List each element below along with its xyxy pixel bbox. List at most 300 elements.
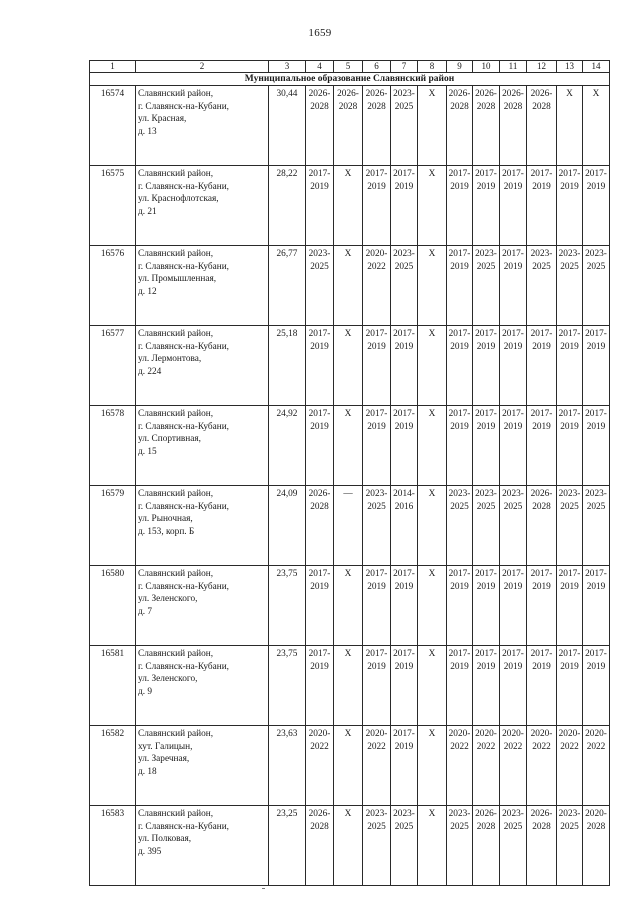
column-number-row [90, 61, 610, 73]
record-number: 16583 [90, 806, 136, 886]
period-text: X [344, 249, 352, 259]
period-cell [500, 566, 527, 646]
period-text: X [428, 649, 436, 659]
address-line: Славянский район, [138, 169, 214, 179]
period-text: 2017- [448, 409, 471, 419]
period-text: 2017- [475, 169, 497, 179]
period-cell [418, 246, 447, 326]
period-cell [527, 246, 557, 326]
period-text: 2017- [530, 569, 553, 579]
period-text: 2023- [558, 489, 581, 499]
period-text: 2017- [393, 169, 415, 179]
period-text: 2019 [310, 581, 329, 592]
period-text: 2017- [448, 329, 471, 339]
period-text: 2019 [450, 421, 469, 432]
address-line: д. 13 [138, 126, 157, 137]
period-cell [527, 566, 557, 646]
period-text: 2019 [476, 581, 496, 592]
area-cell: 24,92 [269, 406, 306, 486]
address-line: ул. Зеленского, [138, 594, 198, 605]
period-text: 2019 [503, 341, 523, 352]
period-text: 2017- [475, 649, 497, 659]
period-text: 2017- [365, 409, 388, 419]
address-line: Славянский район, [138, 569, 214, 579]
period-cell [557, 726, 583, 806]
period-text: 2019 [367, 661, 386, 672]
period-cell [557, 86, 583, 166]
period-text: 2025 [560, 821, 579, 832]
period-text: 2017- [393, 649, 415, 659]
address-line: д. 7 [138, 606, 153, 617]
period-text: 2025 [503, 501, 523, 512]
period-text: 2025 [450, 501, 469, 512]
record-number: 16582 [90, 726, 136, 806]
period-cell [363, 646, 391, 726]
period-cell [363, 806, 391, 886]
period-text: 2019 [450, 661, 469, 672]
period-text: 2023- [393, 809, 415, 819]
table-row [90, 86, 610, 166]
period-text: 2017- [530, 329, 553, 339]
period-text: 2020- [365, 249, 388, 259]
address-cell [136, 646, 269, 726]
period-text: 2017- [393, 729, 415, 739]
period-cell [583, 86, 610, 166]
period-cell [583, 486, 610, 566]
address-cell [136, 166, 269, 246]
period-cell [473, 646, 500, 726]
period-cell [334, 486, 363, 566]
table-row [90, 166, 610, 246]
column-number: 14 [583, 61, 610, 73]
table-row [90, 646, 610, 726]
address-line: д. 15 [138, 446, 157, 457]
period-cell [418, 726, 447, 806]
period-text: 2019 [367, 181, 386, 192]
address-line: д. 9 [138, 686, 153, 697]
period-text: 2022 [310, 741, 329, 752]
period-text: 2020- [502, 729, 524, 739]
address-line: ул. Спортивная, [138, 434, 202, 445]
address-line: г. Славянск-на-Кубани, [138, 581, 229, 592]
area-cell: 30,44 [269, 86, 306, 166]
period-text: X [344, 569, 352, 579]
period-text: 2019 [532, 341, 551, 352]
period-cell [500, 486, 527, 566]
period-text: 2017- [308, 409, 331, 419]
period-cell [334, 86, 363, 166]
period-text: 2022 [450, 741, 469, 752]
address-line: Славянский район, [138, 409, 214, 419]
address-line: г. Славянск-на-Кубани, [138, 341, 229, 352]
period-cell [473, 246, 500, 326]
period-text: 2023- [475, 249, 497, 259]
period-text: X [428, 329, 436, 339]
period-text: 2025 [394, 101, 414, 112]
period-text: 2028 [367, 101, 386, 112]
period-cell [500, 86, 527, 166]
period-cell [473, 726, 500, 806]
period-text: 2026- [308, 809, 331, 819]
area-cell: 28,22 [269, 166, 306, 246]
period-text: 2017- [502, 569, 524, 579]
period-text: 2028 [450, 101, 469, 112]
period-cell [363, 246, 391, 326]
address-line: г. Славянск-на-Кубани, [138, 661, 229, 672]
period-text: 2017- [365, 329, 388, 339]
address-line: д. 18 [138, 766, 157, 777]
column-number: 13 [557, 61, 583, 73]
period-cell [500, 646, 527, 726]
period-text: 2017- [448, 169, 471, 179]
period-cell [363, 86, 391, 166]
period-cell [363, 486, 391, 566]
period-cell [418, 806, 447, 886]
period-text: 2025 [586, 261, 606, 272]
period-text: 2019 [450, 261, 469, 272]
period-text: X [344, 329, 352, 339]
period-text: 2023- [393, 89, 415, 99]
period-text: 2026- [308, 89, 331, 99]
period-cell [391, 566, 418, 646]
period-text: 2028 [338, 101, 358, 112]
period-cell [527, 166, 557, 246]
period-cell [557, 246, 583, 326]
period-text: 2023- [365, 489, 388, 499]
period-text: 2026- [530, 809, 553, 819]
period-text: 2019 [503, 261, 523, 272]
period-text: 2017- [393, 329, 415, 339]
address-line: Славянский район, [138, 729, 214, 739]
period-text: 2022 [367, 261, 386, 272]
period-text: 2025 [367, 821, 386, 832]
period-text: 2019 [503, 661, 523, 672]
period-cell [418, 646, 447, 726]
period-cell [391, 326, 418, 406]
period-cell [447, 646, 473, 726]
period-text: 2023- [308, 249, 331, 259]
period-cell [447, 726, 473, 806]
period-cell [557, 806, 583, 886]
column-number: 9 [447, 61, 473, 73]
period-text: 2022 [367, 741, 386, 752]
period-text: 2017- [558, 409, 581, 419]
period-cell [391, 166, 418, 246]
period-cell [583, 406, 610, 486]
period-cell [391, 406, 418, 486]
column-number: 6 [363, 61, 391, 73]
period-cell [306, 566, 334, 646]
period-text: 2019 [476, 661, 496, 672]
period-cell [557, 326, 583, 406]
period-text: 2017- [558, 329, 581, 339]
period-text: 2020- [530, 729, 553, 739]
table-row [90, 566, 610, 646]
address-line: ул. Заречная, [138, 754, 190, 765]
period-text: X [428, 249, 436, 259]
period-cell [418, 406, 447, 486]
period-cell [583, 566, 610, 646]
period-cell [418, 566, 447, 646]
period-cell [557, 486, 583, 566]
period-text: 2019 [450, 581, 469, 592]
address-cell [136, 406, 269, 486]
period-text: 2019 [503, 581, 523, 592]
table-row [90, 326, 610, 406]
period-text: 2019 [394, 741, 414, 752]
period-text: 2019 [367, 341, 386, 352]
period-text: 2020- [308, 729, 331, 739]
period-cell [391, 86, 418, 166]
period-text: 2017- [585, 329, 607, 339]
period-cell [306, 326, 334, 406]
period-text: 2017- [448, 649, 471, 659]
address-cell [136, 246, 269, 326]
period-cell [391, 246, 418, 326]
period-text: 2023- [558, 809, 581, 819]
period-text: 2019 [503, 181, 523, 192]
address-line: хут. Галицын, [138, 741, 193, 752]
period-text: 2020- [585, 809, 607, 819]
period-text: X [344, 409, 352, 419]
period-cell [447, 406, 473, 486]
period-text: 2028 [476, 821, 496, 832]
address-cell [136, 566, 269, 646]
period-cell [447, 166, 473, 246]
address-line: Славянский район, [138, 649, 214, 659]
period-cell [527, 86, 557, 166]
period-text: 2019 [532, 181, 551, 192]
period-text: 2014- [393, 489, 415, 499]
period-text: 2017- [308, 329, 331, 339]
period-cell [500, 806, 527, 886]
period-cell [363, 326, 391, 406]
address-line: д. 21 [138, 206, 157, 217]
period-text: 2020- [365, 729, 388, 739]
record-number: 16577 [90, 326, 136, 406]
period-text: 2019 [560, 341, 579, 352]
table-row [90, 486, 610, 566]
period-cell [363, 726, 391, 806]
period-text: X [344, 169, 352, 179]
area-cell: 26,77 [269, 246, 306, 326]
period-text: 2017- [393, 569, 415, 579]
period-cell [363, 566, 391, 646]
period-text: 2023- [585, 489, 607, 499]
period-text: 2019 [310, 661, 329, 672]
period-text: 2017- [530, 649, 553, 659]
period-cell [306, 726, 334, 806]
period-text: 2026- [308, 489, 331, 499]
period-text: X [428, 409, 436, 419]
period-text: 2020- [448, 729, 471, 739]
period-text: 2028 [532, 821, 551, 832]
period-text: 2017- [502, 329, 524, 339]
period-cell [473, 406, 500, 486]
period-text: 2019 [367, 581, 386, 592]
address-cell [136, 486, 269, 566]
table-row [90, 246, 610, 326]
table-row [90, 726, 610, 806]
period-text: 2017- [585, 169, 607, 179]
period-text: 2023- [585, 249, 607, 259]
period-text: 2019 [394, 341, 414, 352]
period-text: 2017- [448, 249, 471, 259]
period-text: 2025 [476, 501, 496, 512]
period-text: 2017- [558, 169, 581, 179]
period-cell [306, 86, 334, 166]
column-number: 10 [473, 61, 500, 73]
period-cell [447, 486, 473, 566]
column-number: 2 [136, 61, 269, 73]
period-text: 2016 [394, 501, 414, 512]
area-cell: 23,75 [269, 566, 306, 646]
period-text: 2026- [530, 489, 553, 499]
period-text: 2028 [476, 101, 496, 112]
period-cell [473, 806, 500, 886]
period-cell [418, 486, 447, 566]
period-text: 2025 [394, 821, 414, 832]
period-cell [306, 246, 334, 326]
period-text: X [592, 89, 600, 99]
period-cell [500, 166, 527, 246]
period-text: X [428, 89, 436, 99]
period-cell [557, 406, 583, 486]
period-cell [500, 246, 527, 326]
area-cell: 25,18 [269, 326, 306, 406]
page-number: 1659 [308, 27, 332, 39]
column-number: 12 [527, 61, 557, 73]
period-text: 2023- [365, 809, 388, 819]
registry-table [89, 60, 610, 886]
period-cell [391, 486, 418, 566]
period-text: X [344, 649, 352, 659]
period-cell [306, 166, 334, 246]
period-text: X [344, 809, 352, 819]
period-text: 2020- [558, 729, 581, 739]
period-cell [334, 646, 363, 726]
area-cell: 24,09 [269, 486, 306, 566]
period-text: 2026- [448, 89, 471, 99]
period-text: 2023- [558, 249, 581, 259]
section-row [90, 73, 610, 86]
period-text: 2026- [475, 809, 497, 819]
period-text: 2025 [367, 501, 386, 512]
period-text: 2025 [476, 261, 496, 272]
period-cell [473, 486, 500, 566]
period-cell [473, 566, 500, 646]
period-text: 2019 [503, 421, 523, 432]
period-text: — [343, 489, 353, 499]
period-text: 2028 [310, 821, 329, 832]
period-text: 2019 [560, 581, 579, 592]
period-cell [418, 326, 447, 406]
address-line: д. 395 [138, 846, 162, 857]
period-text: 2025 [394, 261, 414, 272]
period-text: 2026- [530, 89, 553, 99]
address-line: г. Славянск-на-Кубани, [138, 421, 229, 432]
period-text: 2019 [394, 181, 414, 192]
period-text: 2019 [310, 341, 329, 352]
table-row [90, 806, 610, 886]
address-line: ул. Зеленского, [138, 674, 198, 685]
column-number: 3 [269, 61, 306, 73]
period-text: 2017- [530, 169, 553, 179]
period-cell [334, 726, 363, 806]
record-number: 16578 [90, 406, 136, 486]
period-text: X [428, 489, 436, 499]
record-number: 16579 [90, 486, 136, 566]
period-cell [334, 166, 363, 246]
period-text: 2026- [337, 89, 359, 99]
period-cell [334, 566, 363, 646]
address-line: г. Славянск-на-Кубани, [138, 181, 229, 192]
address-cell [136, 726, 269, 806]
period-text: 2019 [560, 661, 579, 672]
address-line: ул. Красная, [138, 114, 187, 125]
period-text: 2028 [532, 501, 551, 512]
period-text: X [344, 729, 352, 739]
record-number: 16580 [90, 566, 136, 646]
period-text: 2019 [476, 341, 496, 352]
period-text: 2017- [502, 169, 524, 179]
section-title: Муниципальное образование Славянский район [90, 73, 610, 86]
address-line: Славянский район, [138, 329, 214, 339]
period-text: 2022 [532, 741, 551, 752]
period-text: 2019 [532, 661, 551, 672]
period-text: X [566, 89, 573, 99]
period-cell [557, 166, 583, 246]
period-text: X [428, 729, 436, 739]
address-line: д. 12 [138, 286, 157, 297]
period-text: 2022 [503, 741, 523, 752]
period-cell [500, 726, 527, 806]
period-text: 2017- [585, 649, 607, 659]
period-cell [447, 566, 473, 646]
period-text: 2025 [310, 261, 329, 272]
period-cell [447, 326, 473, 406]
period-text: 2017- [502, 249, 524, 259]
record-number: 16574 [90, 86, 136, 166]
period-text: 2022 [586, 741, 606, 752]
period-text: 2017- [365, 569, 388, 579]
period-cell [306, 486, 334, 566]
address-line: ул. Рыночная, [138, 514, 193, 525]
period-cell [500, 406, 527, 486]
period-cell [334, 806, 363, 886]
period-text: 2019 [394, 421, 414, 432]
period-text: 2023- [393, 249, 415, 259]
address-cell [136, 86, 269, 166]
period-text: 2017- [502, 649, 524, 659]
period-text: 2028 [503, 101, 523, 112]
period-text: 2017- [558, 569, 581, 579]
period-text: X [428, 809, 436, 819]
period-text: 2019 [476, 421, 496, 432]
column-number: 4 [306, 61, 334, 73]
period-text: 2025 [560, 261, 579, 272]
period-text: 2023- [475, 489, 497, 499]
period-cell [447, 86, 473, 166]
period-text: 2026- [475, 89, 497, 99]
period-text: X [428, 569, 436, 579]
period-text: 2023- [530, 249, 553, 259]
address-line: д. 153, корп. Б [138, 526, 195, 537]
period-text: 2019 [586, 341, 606, 352]
period-text: 2019 [310, 421, 329, 432]
period-text: 2017- [585, 569, 607, 579]
period-text: 2023- [502, 489, 524, 499]
